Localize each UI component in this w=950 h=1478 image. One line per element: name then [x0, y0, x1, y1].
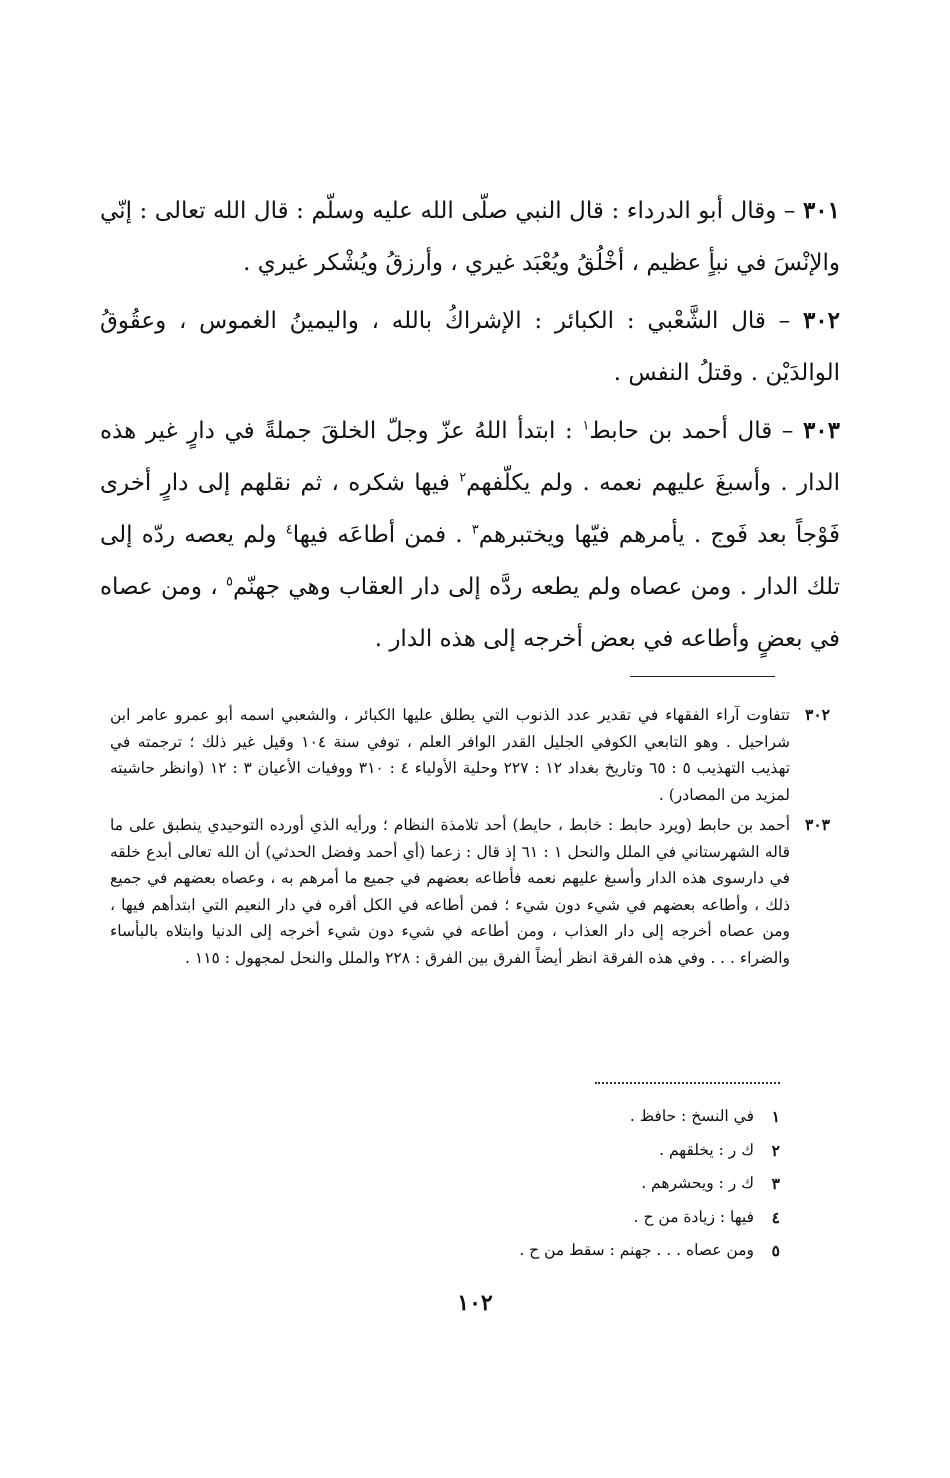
- paragraph-302: [100, 295, 840, 399]
- paragraph-number: ٣٠٣: [802, 417, 840, 444]
- paragraph-text: ولم يعصه ردّه إلى تلك الدار . ومن عصاه ولم يطعه ردَّه إلى دار العقاب وهي جهنّم: [100, 522, 840, 600]
- variant-text: فيها : زيادة من ح .: [633, 1207, 754, 1226]
- variant-note: [420, 1134, 780, 1168]
- footnote-ref: ٤: [285, 522, 293, 538]
- main-text: [100, 185, 840, 671]
- variant-number: ٥: [771, 1241, 780, 1260]
- variant-note: [420, 1201, 780, 1235]
- footnote-text: تتفاوت آراء الفقهاء في تقدير عدد الذنوب التي يطلق عليها الكبائر ، والشعبي اسمه أبو عمرو عامر ابن شراحيل . وهو التابعي الكوفي الجليل القدر الوافر العلم ، توفي سنة ١٠٤ وقيل غير ذلك ؛ ترجمته في تهذيب التهذيب ٥ : ٦٥ وتاريخ بغداد ١٢ : ٢٢٧ وحلية الأولياء ٤ : ٣١٠ ووفيات الأعيان ٣ : ١٢ (وانظر حاشيته لمزيد من المصادر) .: [110, 706, 791, 804]
- variant-note: [420, 1100, 780, 1134]
- footnote-ref: ١: [582, 418, 590, 434]
- footnote-number: ٣٠٢: [805, 705, 830, 724]
- variant-text: في النسخ : حافظ .: [629, 1107, 754, 1125]
- paragraph-number: ٣٠١: [802, 197, 840, 224]
- footnote-ref: ٥: [225, 574, 233, 590]
- paragraph-number: ٣٠٢: [802, 307, 840, 334]
- footnote-ref: ٣: [471, 522, 479, 538]
- paragraph-301: [100, 185, 840, 289]
- variant-number: ١: [771, 1107, 780, 1126]
- paragraph-text: – وقال أبو الدرداء : قال النبي صلّى الله عليه وسلّم : قال الله تعالى : إنّي والإنْسَ في نبأٍ عظيم ، أخْلُقُ ويُعْبَد غيري ، وأرزقُ ويُشْكر غيري .: [100, 198, 840, 276]
- commentary-footnotes: [110, 702, 830, 975]
- footnote-302: [110, 702, 830, 808]
- page-number: ١٠٢: [457, 1290, 493, 1316]
- variant-text: ومن عصاه . . . جهنم : سقط من ح .: [519, 1241, 754, 1259]
- variant-text: ك ر : يخلقهم .: [659, 1140, 754, 1159]
- footnote-number: ٣٠٣: [805, 815, 830, 834]
- footnote-303: [110, 812, 830, 971]
- paragraph-text: ، ومن عصاه في بعضٍ وأطاعه في بعض أخرجه إلى هذه الدار .: [100, 574, 840, 652]
- variant-note: [420, 1167, 780, 1201]
- variant-number: ٣: [771, 1174, 780, 1193]
- footnote-text: أحمد بن حابط (ويرد حابط : خابط ، حايط) أحد تلامذة النظام ؛ ورأيه الذي أورده التوحيدي ينطبق على ما قاله الشهرستاني في الملل والنحل ١ : ٦١ إذ قال : زعما (أي أحمد وفضل الحدثي) أن الله تعالى أبدع خلقه في دارسوى هذه الدار وأسبغ عليهم نعمه فأطاعه بعضهم في جميع ما أمرهم به ، وعصاه بعضهم في جميع ذلك ، وأطاعه بعضهم في شيء دون شيء ؛ فمن أطاعه في الكل أقره في دار النعيم التي ابتدأهم فيها ، ومن عصاه أخرجه إلى دار العذاب ، ومن أطاعه في شيء دون شيء أخرجه إلى الدنيا وابتلاه بالبأساء والضراء . . . وفي هذه الفرقة انظر أيضاً الفرق بين الفرق : ٢٢٨ والملل والنحل لمجهول : ١١٥ .: [110, 816, 790, 967]
- variant-note: [420, 1234, 780, 1268]
- variant-text: ك ر : ويحشرهم .: [641, 1174, 754, 1192]
- paragraph-text: . فمن أطاعَه فيها: [292, 522, 472, 548]
- variant-number: ٢: [771, 1140, 780, 1160]
- footnote-ref: ٢: [459, 470, 467, 486]
- variants-divider: [595, 1082, 780, 1084]
- paragraph-text: – قال أحمد بن حابط: [589, 418, 794, 444]
- manuscript-variants: [420, 1100, 780, 1268]
- paragraph-text: فيها شكره ، ثم نقلهم إلى دارٍ أخرى فَوْجاً بعد فَوج . يأمرهم فيّها ويختبرهم: [100, 470, 840, 548]
- footnote-divider: [630, 676, 775, 677]
- paragraph-text: : ابتدأ اللهُ عزّ وجلّ الخلقَ جملةً في دارٍ غير هذه الدار . وأسبغَ عليهم نعمه . ولم يكلّفهم: [100, 418, 841, 496]
- variant-number: ٤: [771, 1207, 780, 1227]
- paragraph-text: – قال الشَّعْبي : الكبائر : الإشراكُ بالله ، واليمينُ الغموس ، وعقُوقُ الوالدَيْن . وقتلُ النفس .: [100, 308, 840, 386]
- paragraph-303: [100, 405, 840, 665]
